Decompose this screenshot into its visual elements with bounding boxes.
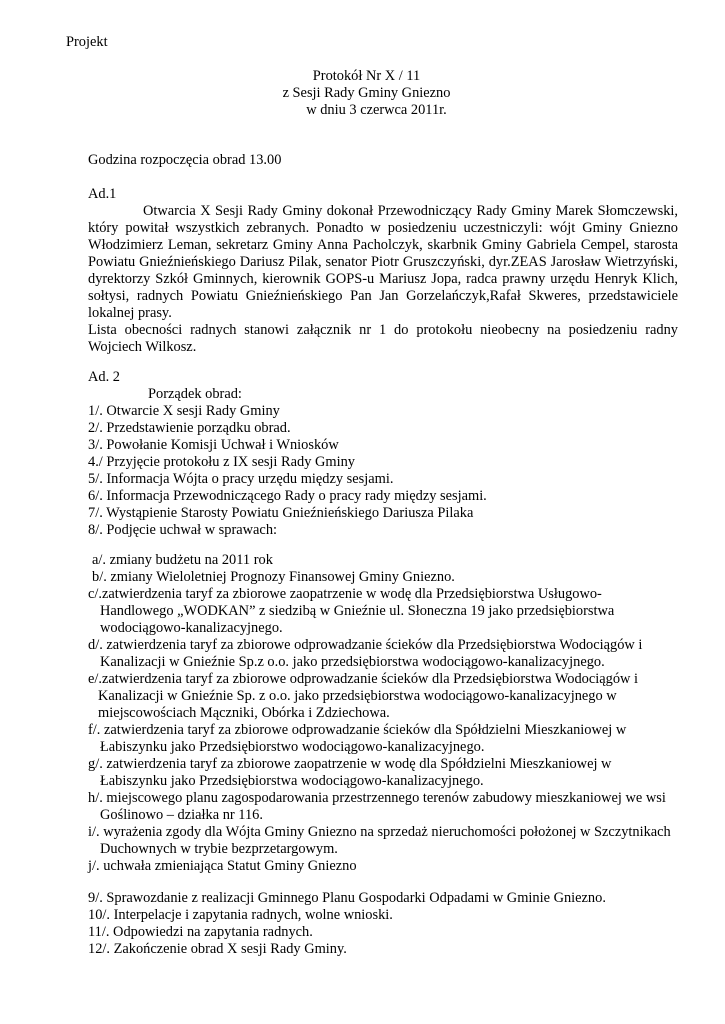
resolution-item-text: i/. wyrażenia zgody dla Wójta Gminy Gniezno na sprzedaż nieruchomości położonej w Szczytnikach [88, 824, 671, 840]
project-label: Projekt [66, 34, 108, 50]
resolution-item-text: h/. miejscowego planu zagospodarowania przestrzennego terenów zabudowy mieszkaniowej we wsi [88, 790, 666, 806]
agenda-item: 9/. Sprawozdanie z realizacji Gminnego Planu Gospodarki Odpadami w Gminie Gniezno. [88, 890, 606, 906]
resolution-item-text: f/. zatwierdzenia taryf za zbiorowe odprowadzanie ścieków dla Spółdzielni Mieszkaniowej w [88, 722, 627, 738]
resolution-item [88, 569, 698, 586]
attendance-note: Lista obecności radnych stanowi załącznik nr 1 do protokołu nieobecny na posiedzeniu radny Wojciech Wilkosz. [88, 322, 678, 355]
agenda-item: 12/. Zakończenie obrad X sesji Rady Gminy. [88, 941, 347, 957]
resolution-item-text: c/.zatwierdzenia taryf za zbiorowe zaopatrzenie w wodę dla Przedsiębiorstwa Usługowo- [88, 586, 602, 602]
resolution-item-continuation: Kanalizacji w Gnieźnie Sp.z o.o. jako przedsiębiorstwa wodociągowo-kanalizacyjnego. [100, 654, 605, 670]
resolution-item-continuation: Łabiszynku jako Przedsiębiorstwo wodociągowo-kanalizacyjnego. [100, 739, 485, 755]
ad1-paragraph [88, 203, 678, 322]
agenda-item: 3/. Powołanie Komisji Uchwał i Wniosków [88, 437, 339, 453]
session-title: z Sesji Rady Gminy Gniezno [282, 85, 451, 101]
agenda-item: 1/. Otwarcie X sesji Rady Gminy [88, 403, 280, 419]
resolution-item [88, 722, 698, 756]
resolution-item-continuation: Łabiszynku jako Przedsiębiorstwa wodociągowo-kanalizacyjnego. [100, 773, 484, 789]
resolution-item-continuation: miejscowościach Mączniki, Obórka i Zdziechowa. [98, 705, 390, 721]
resolution-item-text: a/. zmiany budżetu na 2011 rok [92, 552, 273, 568]
agenda-item: 2/. Przedstawienie porządku obrad. [88, 420, 291, 436]
resolution-item [88, 790, 698, 824]
resolution-item [88, 552, 698, 569]
agenda-item: 4./ Przyjęcie protokołu z IX sesji Rady Gminy [88, 454, 355, 470]
resolution-item-text: b/. zmiany Wieloletniej Prognozy Finansowej Gminy Gniezno. [92, 569, 455, 585]
agenda-item: 11/. Odpowiedzi na zapytania radnych. [88, 924, 313, 940]
resolution-item [88, 637, 698, 671]
resolution-item [88, 586, 698, 637]
agenda-list-continued [88, 890, 606, 958]
agenda-item: 10/. Interpelacje i zapytania radnych, wolne wnioski. [88, 907, 393, 923]
resolution-item-continuation: wodociągowo-kanalizacyjnego. [100, 620, 283, 636]
session-date: w dniu 3 czerwca 2011r. [306, 102, 447, 118]
agenda-item: 7/. Wystąpienie Starosty Powiatu Gnieźnieńskiego Dariusza Pilaka [88, 505, 474, 521]
resolution-item-text: j/. uchwała zmieniająca Statut Gminy Gniezno [88, 858, 357, 874]
resolution-item-continuation: Duchownych w trybie bezprzetargowym. [100, 841, 338, 857]
ad1-paragraph-text: Otwarcia X Sesji Rady Gminy dokonał Przewodniczący Rady Gminy Marek Słomczewski, który powitał wszystkich zebranych. Ponadto w posiedzeniu uczestniczyli: wójt Gminy Gniezno Włodzimierz Leman, sekretarz Gminy Anna Pacholczyk, skarbnik Gminy Gabriela Cempel, starosta Powiatu Gnieźnieńskiego Dariusz Pilak, senator Piotr Gruszczyński, dyr.ZEAS Jarosław Wietrzyński, dyrektorzy Szkół Gminnych, kierownik GOPS-u Mariusz Jopa, radca prawny urzędu Henryk Klich, sołtysi, radnych Powiatu Gnieźnieńskiego Pan Jan Gorzelańczyk,Rafał Skweres, przedstawiciele lokalnej prasy. [88, 203, 678, 321]
resolution-item [88, 756, 698, 790]
resolution-list [88, 552, 698, 875]
resolution-item-text: g/. zatwierdzenia taryf za zbiorowe zaopatrzenie w wodę dla Spółdzielni Mieszkaniowej w [88, 756, 612, 772]
ad2-heading: Ad. 2 [88, 369, 120, 385]
resolution-item [88, 671, 698, 722]
agenda-item: 8/. Podjęcie uchwał w sprawach: [88, 522, 278, 538]
protocol-title: Protokół Nr X / 11 [312, 68, 421, 84]
resolution-item-continuation: Goślinowo – działka nr 116. [100, 807, 263, 823]
agenda-item: 5/. Informacja Wójta o pracy urzędu między sesjami. [88, 471, 394, 487]
resolution-item [88, 858, 698, 875]
agenda-title: Porządek obrad: [148, 386, 242, 402]
agenda-list [88, 403, 487, 539]
ad1-heading: Ad.1 [88, 186, 117, 202]
start-time: Godzina rozpoczęcia obrad 13.00 [88, 152, 282, 168]
resolution-item-continuation: Kanalizacji w Gnieźnie Sp. z o.o. jako przedsiębiorstwa wodociągowo-kanalizacyjnego w [98, 688, 617, 704]
resolution-item-text: e/.zatwierdzenia taryf za zbiorowe odprowadzanie ścieków dla Przedsiębiorstwa Wodociągów i [88, 671, 638, 687]
resolution-item-text: d/. zatwierdzenia taryf za zbiorowe odprowadzanie ścieków dla Przedsiębiorstwa Wodociągów i [88, 637, 643, 653]
resolution-item-continuation: Handlowego „WODKAN” z siedzibą w Gnieźnie ul. Słoneczna 19 jako przedsiębiorstwa [100, 603, 615, 619]
agenda-item: 6/. Informacja Przewodniczącego Rady o pracy rady między sesjami. [88, 488, 487, 504]
resolution-item [88, 824, 698, 858]
